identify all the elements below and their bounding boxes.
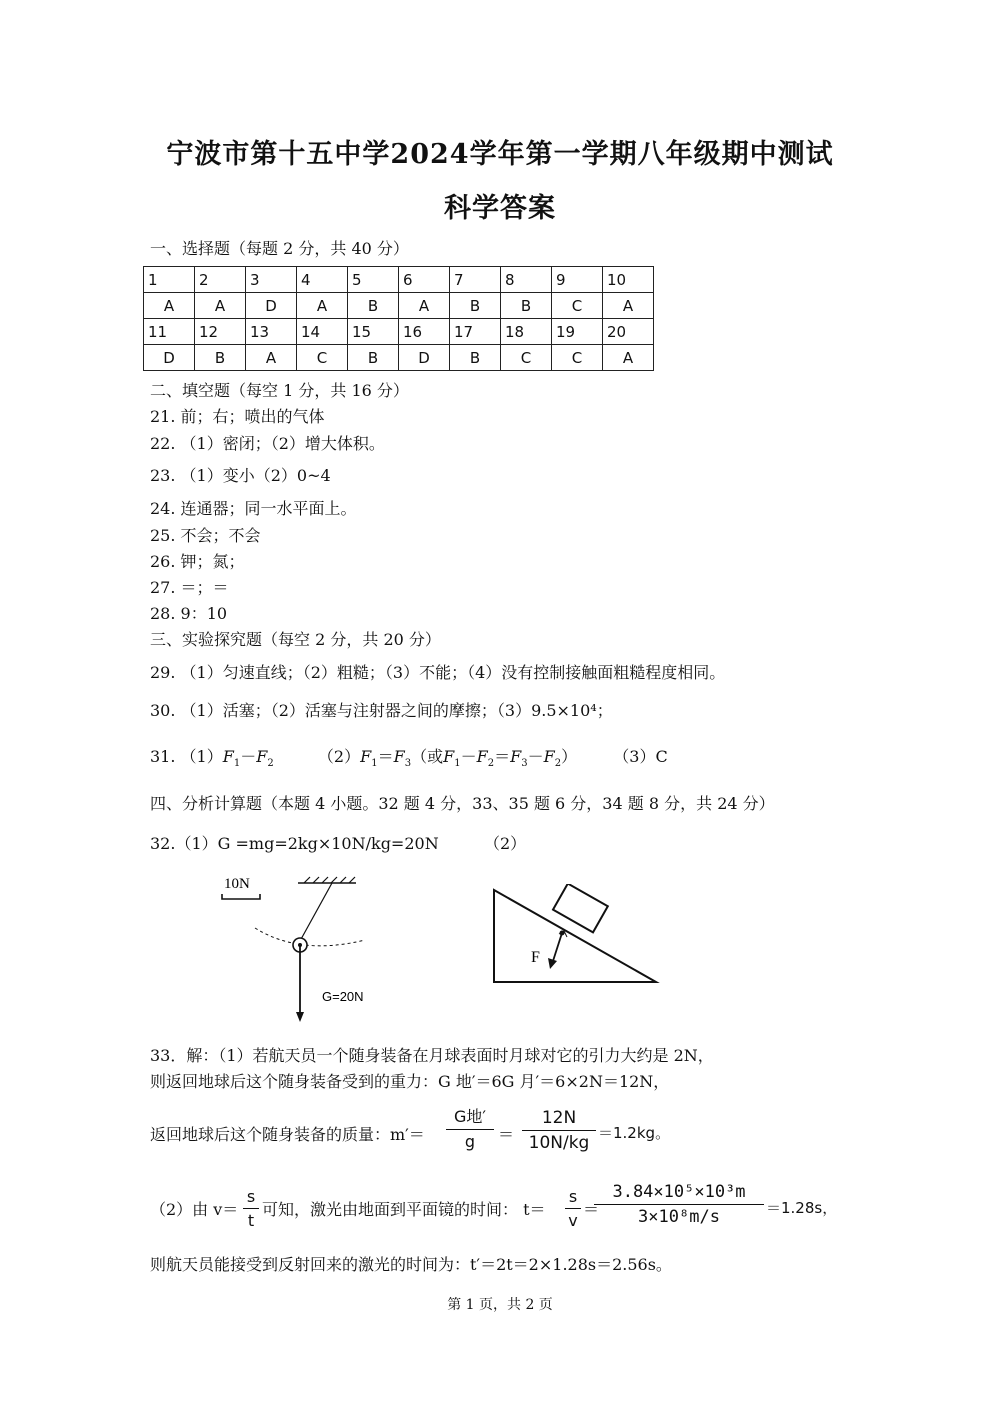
section-2-heading: 二、填空题（每空 1 分，共 16 分） xyxy=(150,381,409,400)
formula-operator: － xyxy=(527,747,544,766)
mass-result: ＝1.2kg。 xyxy=(598,1124,671,1142)
formula-symbol: F xyxy=(256,747,268,766)
fraction-g-earth-over-g xyxy=(446,1104,494,1151)
page-title: 宁波市第十五中学2024学年第一学期八年级期中测试 xyxy=(166,139,834,170)
formula-subscript: 2 xyxy=(487,758,495,770)
fraction-numerator: s xyxy=(568,1187,578,1206)
gravity-arrowhead xyxy=(296,1012,304,1022)
table-cell: 7 xyxy=(450,267,501,293)
table-row xyxy=(144,293,654,319)
table-cell: 15 xyxy=(348,319,399,345)
table-cell: 6 xyxy=(399,267,450,293)
fraction-bar xyxy=(522,1130,596,1131)
table-cell: 4 xyxy=(297,267,348,293)
page-footer: 第 1 页，共 2 页 xyxy=(447,1297,553,1313)
formula-symbol: F xyxy=(393,747,405,766)
table-cell: B xyxy=(348,345,399,371)
equals-sign: ＝ xyxy=(583,1200,600,1219)
section-3-heading: 三、实验探究题（每空 2 分，共 20 分） xyxy=(150,630,441,649)
q32-part2-label: （2） xyxy=(484,834,527,853)
fraction-denominator: v xyxy=(568,1211,578,1230)
table-cell: A xyxy=(399,293,450,319)
fraction-numerator: s xyxy=(246,1187,256,1206)
table-cell: 17 xyxy=(450,319,501,345)
table-cell: 20 xyxy=(603,319,654,345)
table-cell: C xyxy=(552,345,603,371)
table-cell: 5 xyxy=(348,267,399,293)
table-cell: 18 xyxy=(501,319,552,345)
fraction-numerator: G地′ xyxy=(453,1107,487,1126)
table-cell: D xyxy=(246,293,297,319)
formula-symbol: F xyxy=(360,747,372,766)
table-cell: 2 xyxy=(195,267,246,293)
equals-sign: ＝ xyxy=(498,1125,515,1144)
table-cell: B xyxy=(195,345,246,371)
table-row xyxy=(144,267,654,293)
table-cell: C xyxy=(552,293,603,319)
formula-subscript: 2 xyxy=(554,758,562,770)
q31-alt-open: （或 xyxy=(411,747,444,766)
scale-label: 10N xyxy=(224,876,250,892)
answer-line-30: 30. （1）活塞；（2）活塞与注射器之间的摩擦；（3）9.5×10⁴； xyxy=(150,701,613,720)
force-label: F xyxy=(531,949,540,966)
table-cell: B xyxy=(348,293,399,319)
table-cell: 11 xyxy=(144,319,195,345)
table-row xyxy=(144,319,654,345)
formula-subscript: 1 xyxy=(233,758,241,770)
answer-line-25: 25. 不会；不会 xyxy=(150,526,261,545)
answer-line-27: 27. ＝；＝ xyxy=(150,578,229,597)
mass-prefix: 返回地球后这个随身装备的质量：m′＝ xyxy=(150,1125,425,1144)
fraction-bar xyxy=(446,1129,494,1130)
q31-part2: （2） xyxy=(317,747,361,766)
fraction-denominator: 3×10⁸m/s xyxy=(638,1207,720,1227)
fraction-s-over-t xyxy=(243,1187,259,1230)
table-cell: A xyxy=(195,293,246,319)
page-subtitle: 科学答案 xyxy=(444,193,556,224)
table-cell: B xyxy=(450,345,501,371)
table-cell: 10 xyxy=(603,267,654,293)
pendulum-force-diagram xyxy=(210,868,380,1028)
time-result: ＝1.28s， xyxy=(766,1199,838,1217)
formula-symbol: F xyxy=(443,747,455,766)
table-cell: D xyxy=(399,345,450,371)
q31-part3: （3）C xyxy=(613,747,668,766)
fraction-12n-over-10nkg xyxy=(522,1108,596,1153)
scale-bar xyxy=(222,894,260,899)
table-cell: 3 xyxy=(246,267,297,293)
formula-symbol: F xyxy=(476,747,488,766)
fraction-bar xyxy=(565,1208,581,1209)
gravity-label: G=20N xyxy=(322,989,364,1004)
table-cell: 19 xyxy=(552,319,603,345)
table-cell: D xyxy=(144,345,195,371)
table-cell: 13 xyxy=(246,319,297,345)
answer-line-21: 21. 前；右；喷出的气体 xyxy=(150,407,325,426)
table-cell: A xyxy=(246,345,297,371)
answer-line-33-final: 则航天员能接受到反射回来的激光的时间为：t′＝2t＝2×1.28s＝2.56s。 xyxy=(150,1255,672,1274)
formula-operator: ＝ xyxy=(494,747,511,766)
table-cell: 8 xyxy=(501,267,552,293)
fraction-s-over-v xyxy=(565,1187,581,1230)
q31-part1: （1） xyxy=(180,747,223,766)
formula-symbol: F xyxy=(222,747,234,766)
formula-subscript: 3 xyxy=(521,758,528,770)
table-cell: 14 xyxy=(297,319,348,345)
table-cell: 16 xyxy=(399,319,450,345)
q31-label: 31. xyxy=(150,747,176,766)
ceiling-hatch xyxy=(304,877,355,883)
block xyxy=(553,884,608,932)
table-cell: C xyxy=(297,345,348,371)
fraction-bar xyxy=(594,1204,764,1205)
formula-subscript: 1 xyxy=(454,758,461,770)
answer-line-23: 23. （1）变小（2）0~4 xyxy=(150,466,331,485)
fraction-denominator: 10N/kg xyxy=(528,1133,590,1153)
answer-table xyxy=(143,266,654,371)
force-arrow xyxy=(553,933,562,961)
answer-line-33-2: 则返回地球后这个随身装备受到的重力：G 地′＝6G 月′＝6×2N＝12N， xyxy=(150,1072,670,1091)
q31-alt-close: ） xyxy=(561,747,578,766)
answer-line-22: 22. （1）密闭；（2）增大体积。 xyxy=(150,434,385,453)
time-prefix: （2）由 v＝ xyxy=(150,1200,239,1219)
table-cell: A xyxy=(603,345,654,371)
table-cell: 12 xyxy=(195,319,246,345)
pendulum-string xyxy=(300,883,332,941)
fraction-bar xyxy=(243,1208,259,1209)
formula-symbol: F xyxy=(543,747,555,766)
formula-subscript: 3 xyxy=(404,758,412,770)
fraction-denominator: t xyxy=(247,1211,255,1230)
fraction-numerator: 12N xyxy=(541,1108,577,1128)
fraction-numerator: 3.84×10⁵×10³m xyxy=(612,1182,746,1202)
formula-operator: － xyxy=(240,747,257,766)
fraction-denominator: g xyxy=(464,1132,476,1151)
answer-line-29: 29. （1）匀速直线；（2）粗糙；（3）不能；（4）没有控制接触面粗糙程度相同。 xyxy=(150,663,726,682)
formula-subscript: 2 xyxy=(267,758,274,770)
answer-line-26: 26. 钾；氮； xyxy=(150,552,245,571)
section-1-heading: 一、选择题（每题 2 分，共 40 分） xyxy=(150,239,409,258)
table-cell: 9 xyxy=(552,267,603,293)
fraction-distance-over-speed xyxy=(594,1182,764,1227)
formula-subscript: 1 xyxy=(371,758,378,770)
table-cell: C xyxy=(501,345,552,371)
table-cell: B xyxy=(501,293,552,319)
formula-operator: ＝ xyxy=(377,747,394,766)
force-arrowhead xyxy=(548,958,557,969)
incline-force-diagram xyxy=(488,884,664,988)
table-cell: B xyxy=(450,293,501,319)
answer-line-31 xyxy=(150,744,668,769)
section-4-heading: 四、分析计算题（本题 4 小题。32 题 4 分，33、35 题 6 分，34 题 8 分，共 24 分） xyxy=(150,794,775,813)
answer-line-24: 24. 连通器；同一水平面上。 xyxy=(150,499,357,518)
formula-symbol: F xyxy=(510,747,522,766)
answer-line-32: 32.（1）G =mg=2kg×10N/kg=20N xyxy=(150,834,439,853)
table-cell: A xyxy=(603,293,654,319)
table-cell: 1 xyxy=(144,267,195,293)
answer-line-28: 28. 9：10 xyxy=(150,604,228,623)
table-cell: A xyxy=(144,293,195,319)
time-mid: 可知，激光由地面到平面镜的时间： t＝ xyxy=(262,1200,546,1219)
formula-operator: － xyxy=(460,747,477,766)
swing-arc xyxy=(255,928,365,946)
table-cell: A xyxy=(297,293,348,319)
table-row xyxy=(144,345,654,371)
answer-line-33-1: 33．解：（1）若航天员一个随身装备在月球表面时月球对它的引力大约是 2N， xyxy=(150,1046,714,1065)
